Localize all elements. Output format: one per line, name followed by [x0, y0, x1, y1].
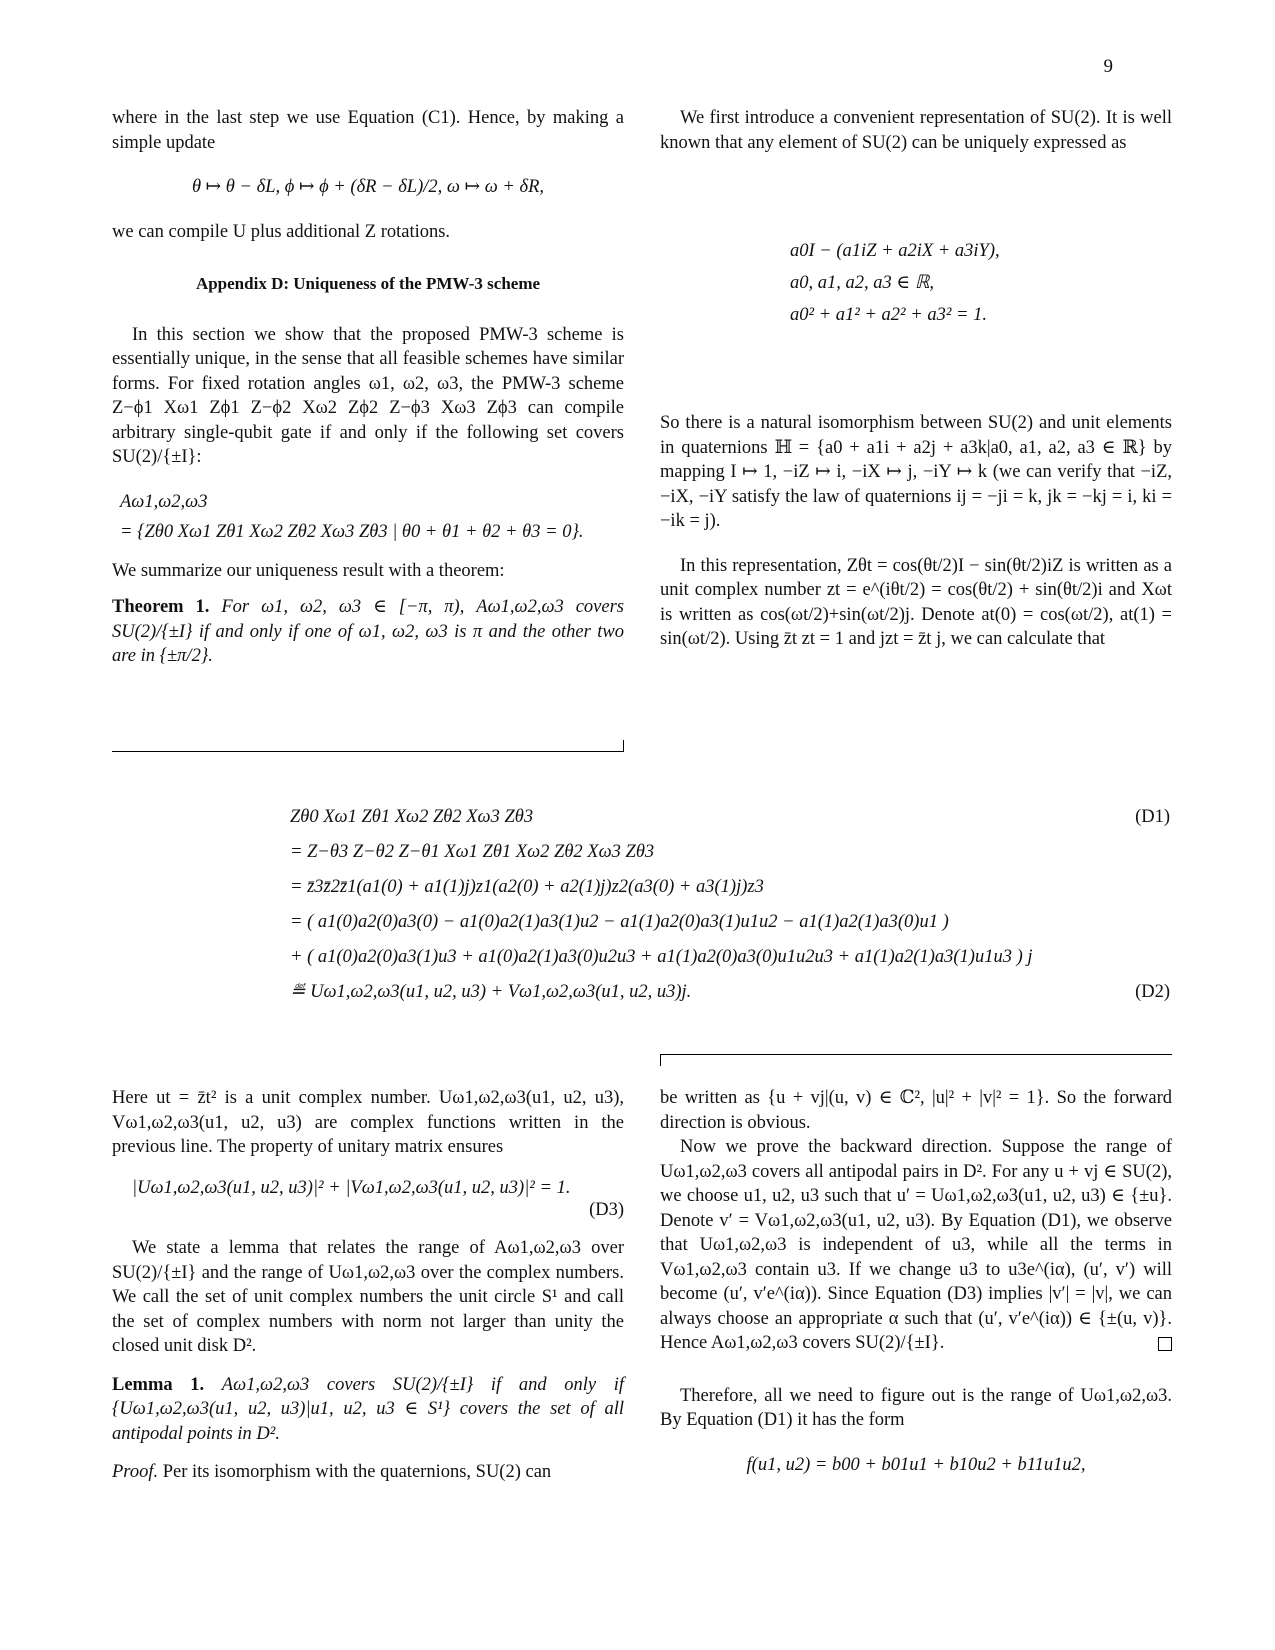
- display-equation-block: [290, 800, 1170, 1010]
- section-heading: Appendix D: Uniqueness of the PMW-3 scheme: [195, 274, 541, 293]
- column-rule: [112, 740, 624, 752]
- paragraph: So there is a natural isomorphism between SU(2) and unit elements in quaternions ℍ = {a0 + a1i + a2j + a3k|a0, a1, a2, a3 ∈ ℝ} by mapping I ↦ 1, −iZ ↦ i, −iX ↦ j, −iY ↦ k (we can verify that −iZ, −iX, −iY satisfy the law of quaternions ij = −ji = k, jk = −kj = i, ki = −ik = j).: [660, 413, 1172, 531]
- paragraph: be written as {u + vj|(u, v) ∈ ℂ², |u|² + |v|² = 1}. So the forward direction is obvious.: [660, 1088, 1172, 1133]
- lemma: [112, 1373, 624, 1447]
- proof-text: Per its isomorphism with the quaternions, SU(2) can: [162, 1462, 552, 1482]
- display-line: [290, 800, 1170, 835]
- equation-text: = z̄3z̄2z̄1(a1(0) + a1(1)j)z1(a2(0) + a2(1)j)z2(a3(0) + a3(1)j)z3: [290, 877, 764, 897]
- proof-label: Proof.: [112, 1462, 159, 1482]
- display-line: [290, 870, 1170, 905]
- equation-text: = ( a1(0)a2(0)a3(0) − a1(0)a2(1)a3(1)u2 − a1(1)a2(0)a3(1)u1u2 − a1(1)a2(1)a3(0)u1 ): [290, 912, 949, 932]
- display-line: [290, 905, 1170, 940]
- proof: [112, 1460, 624, 1485]
- paragraph: We summarize our uniqueness result with a theorem:: [112, 560, 505, 581]
- paragraph: In this section we show that the proposed PMW-3 scheme is essentially unique, in the sense that all feasible schemes have similar forms. For fixed rotation angles ω1, ω2, ω3, the PMW-3 scheme Z−ϕ1 Xω1 Zϕ1 Z−ϕ2 Xω2 Zϕ2 Z−ϕ3 Xω3 Zϕ3 can compile arbitrary single-qubit gate if and only if the following set covers SU(2)/{±I}:: [112, 324, 624, 467]
- lemma-label: Lemma 1.: [112, 1374, 205, 1395]
- theorem-body: For ω1, ω2, ω3 ∈ [−π, π), Aω1,ω2,ω3 covers SU(2)/{±I} if and only if one of ω1, ω2, ω3 is π and the other two are in {±π/2}.: [112, 597, 625, 666]
- left-column-bottom: [112, 1086, 624, 1485]
- equation-tag: (D3): [589, 1199, 624, 1220]
- paragraph: we can compile U plus additional Z rotations.: [112, 221, 451, 242]
- su2-representation: [790, 235, 1172, 331]
- proof-continuation: Now we prove the backward direction. Suppose the range of Uω1,ω2,ω3 covers all antipodal pairs in D². For any u + vj ∈ SU(2), we choose u1, u2, u3 such that u′ = Uω1,ω2,ω3(u1, u2, u3) ∈ {±u}. Denote v′ = Vω1,ω2,ω3(u1, u2, u3). By Equation (D1), we observe that Uω1,ω2,ω3 is independent of u3, while all the terms in Vω1,ω2,ω3 contain u3. If we change u3 to u3e^(iα), (u′, v′) will become (u′, v′e^(iα)). Since Equation (D3) implies |v′| = |v|, we can always choose an appropriate α such that (u′, v′e^(iα)) ∈ {±(u, v)}. Hence Aω1,ω2,ω3 covers SU(2)/{±I}.: [660, 1137, 1172, 1353]
- equation-text: Zθ0 Xω1 Zθ1 Xω2 Zθ2 Xω3 Zθ3: [290, 807, 534, 827]
- theorem: [112, 595, 624, 669]
- paragraph: [660, 1135, 1172, 1356]
- paragraph: We first introduce a convenient representation of SU(2). It is well known that any element of SU(2) can be uniquely expressed as: [660, 108, 1172, 153]
- paragraph: Here ut = z̄t² is a unit complex number. Uω1,ω2,ω3(u1, u2, u3), Vω1,ω2,ω3(u1, u2, u3) are complex functions written in the previous line. The property of unitary matrix ensures: [112, 1088, 624, 1157]
- f-equation: f(u1, u2) = b00 + b01u1 + b10u2 + b11u1u2,: [746, 1454, 1086, 1475]
- update-equation: θ ↦ θ − δL, ϕ ↦ ϕ + (δR − δL)/2, ω ↦ ω + δR,: [191, 177, 545, 197]
- set-equation-line: Aω1,ω2,ω3: [120, 491, 208, 512]
- equation-tag: (D2): [1135, 982, 1170, 1002]
- system-line: a0, a1, a2, a3 ∈ ℝ,: [790, 273, 934, 293]
- set-equation: [120, 490, 624, 545]
- page-number: 9: [1103, 56, 1113, 77]
- equation-text: = Z−θ3 Z−θ2 Z−θ1 Xω1 Zθ1 Xω2 Zθ2 Xω3 Zθ3: [290, 842, 655, 862]
- paragraph: In this representation, Zθt = cos(θt/2)I − sin(θt/2)iZ is written as a unit complex number zt = e^(iθt/2) = cos(θt/2) + sin(θt/2)i and Xωt is written as cos(ωt/2)+sin(ωt/2)j. Denote at(0) = cos(ωt/2), at(1) = sin(ωt/2). Using z̄t zt = 1 and jzt = z̄t j, we can calculate that: [660, 555, 1172, 649]
- paragraph: We state a lemma that relates the range of Aω1,ω2,ω3 over SU(2)/{±I} and the range of Uω1,ω2,ω3 over the complex numbers. We call the set of unit complex numbers the unit circle S¹ and call the set of complex numbers with norm not larger than unity the closed unit disk D².: [112, 1238, 624, 1356]
- right-column-top: [660, 106, 1172, 652]
- lemma-body: Aω1,ω2,ω3 covers SU(2)/{±I} if and only if {Uω1,ω2,ω3(u1, u2, u3)|u1, u2, u3 ∈ S¹} covers the set of all antipodal points in D².: [112, 1374, 624, 1444]
- right-column-bottom: [660, 1086, 1172, 1497]
- qed-square-icon: [1158, 1337, 1172, 1351]
- equation-text: |Uω1,ω2,ω3(u1, u2, u3)|² + |Vω1,ω2,ω3(u1, u2, u3)|² = 1.: [132, 1177, 571, 1198]
- paragraph: where in the last step we use Equation (C1). Hence, by making a simple update: [112, 108, 624, 153]
- display-line: [290, 975, 1170, 1010]
- set-equation-line: = {Zθ0 Xω1 Zθ1 Xω2 Zθ2 Xω3 Zθ3 | θ0 + θ1 + θ2 + θ3 = 0}.: [120, 522, 584, 542]
- equation-d3: [112, 1176, 624, 1220]
- left-column-top: [112, 106, 624, 669]
- equation-text: ≝ Uω1,ω2,ω3(u1, u2, u3) + Vω1,ω2,ω3(u1, u2, u3)j.: [290, 982, 692, 1002]
- system-line: a0² + a1² + a2² + a3² = 1.: [790, 305, 987, 325]
- column-rule: [660, 1054, 1172, 1066]
- system-line: a0I − (a1iZ + a2iX + a3iY),: [790, 241, 1000, 261]
- display-line: [290, 835, 1170, 870]
- equation-tag: (D1): [1135, 807, 1170, 827]
- theorem-label: Theorem 1.: [112, 597, 210, 617]
- paragraph: Therefore, all we need to figure out is the range of Uω1,ω2,ω3. By Equation (D1) it has the form: [660, 1385, 1172, 1430]
- equation-text: + ( a1(0)a2(0)a3(1)u3 + a1(0)a2(1)a3(0)u2u3 + a1(1)a2(0)a3(0)u1u2u3 + a1(1)a2(1)a3(1)u1u3 ) j: [290, 947, 1033, 967]
- display-line: [290, 940, 1170, 975]
